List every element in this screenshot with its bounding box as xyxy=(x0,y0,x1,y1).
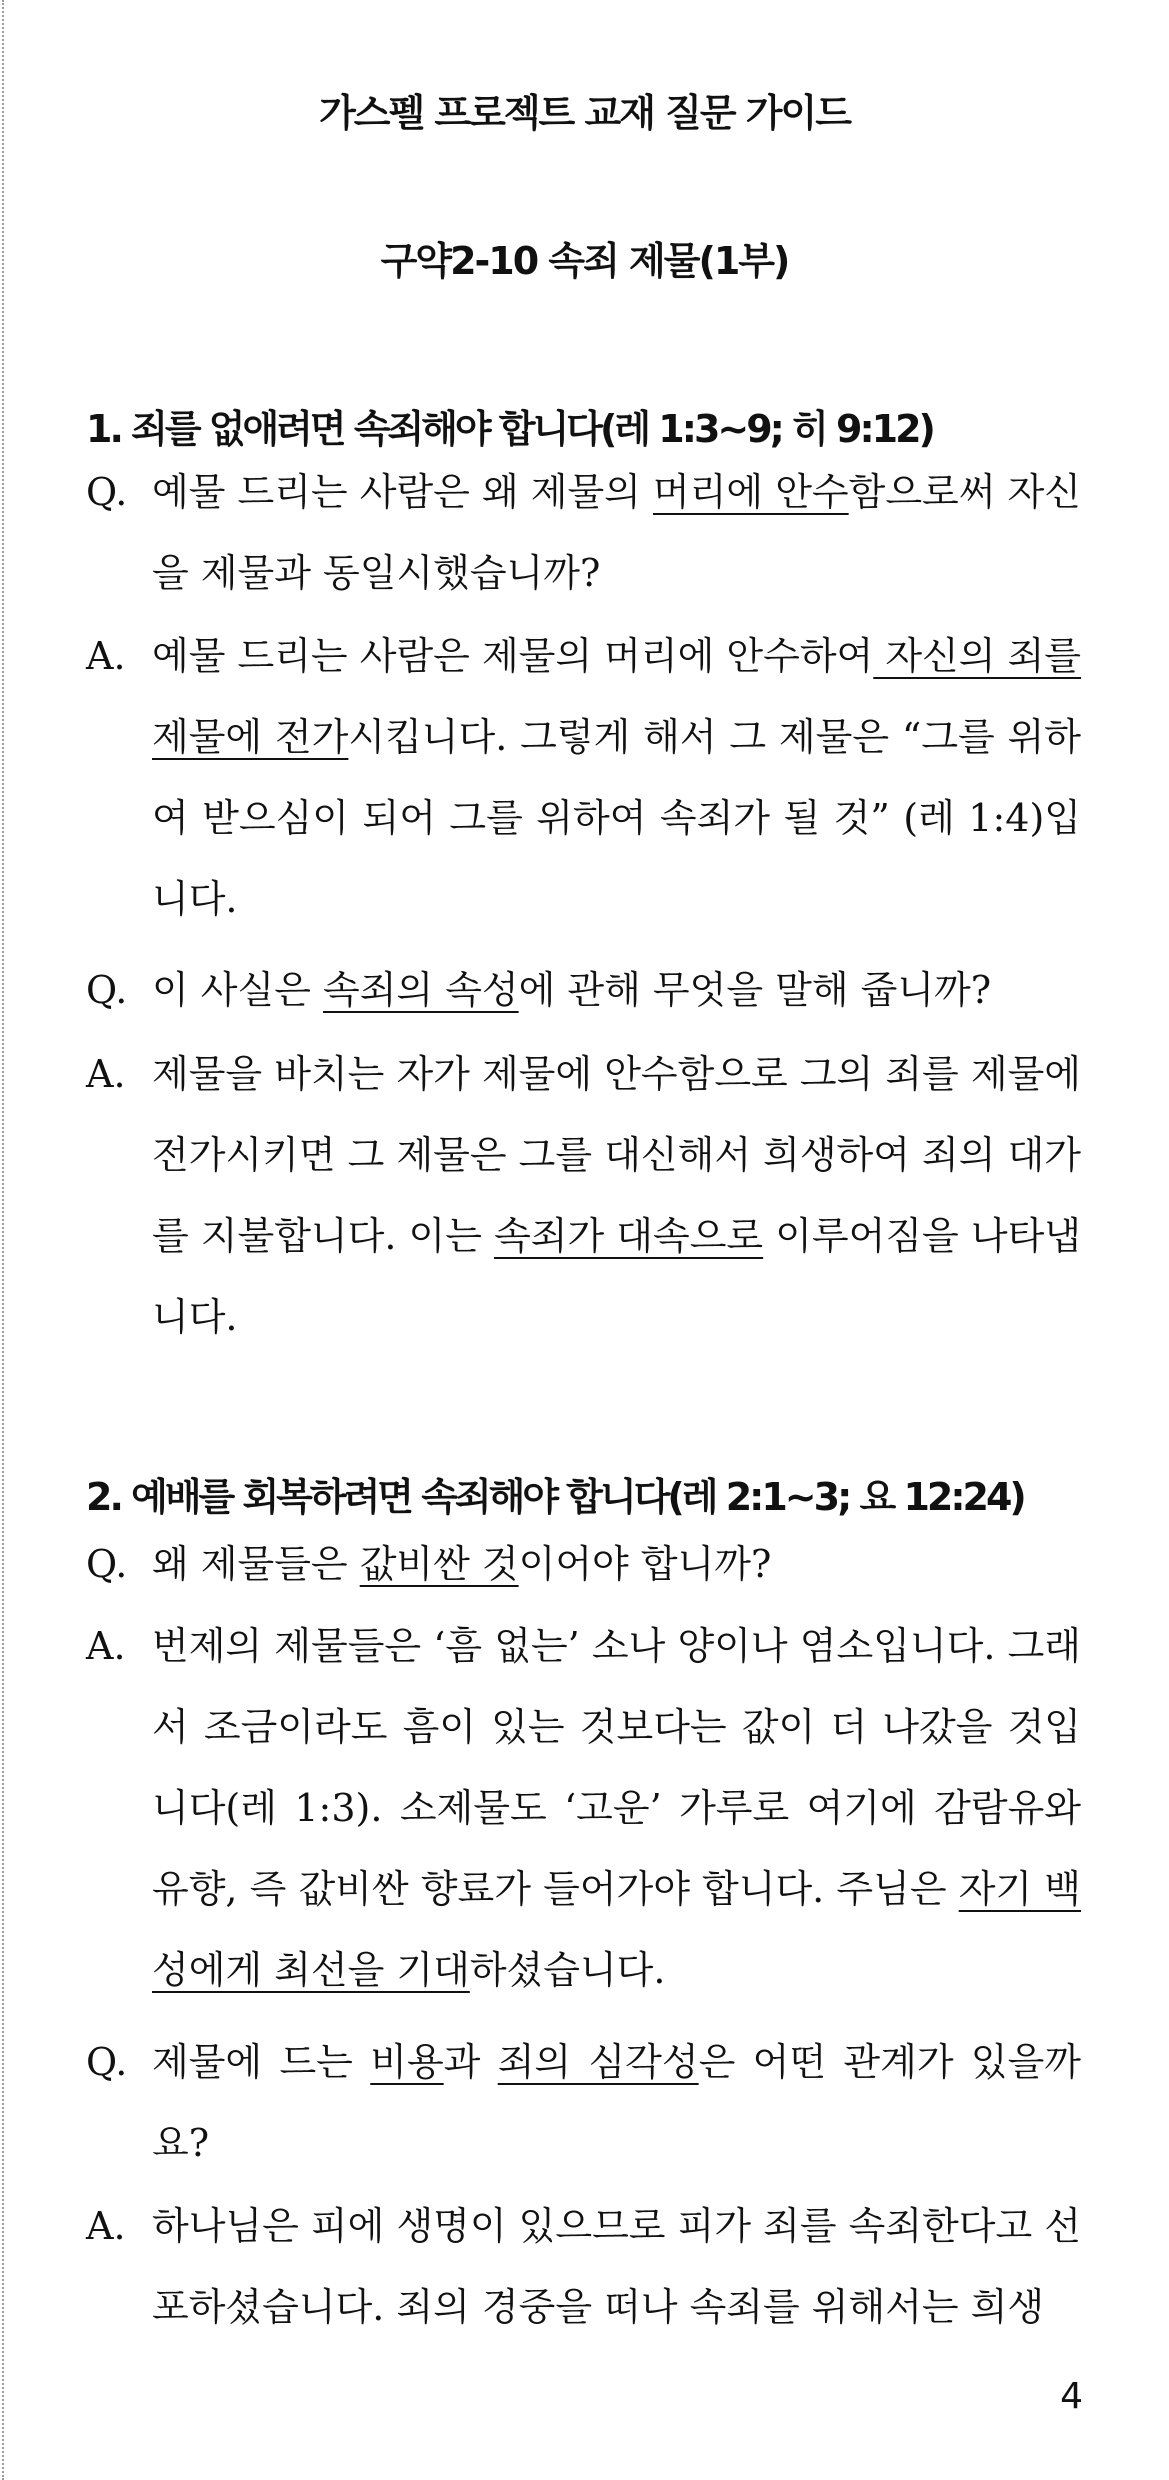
underlined-key-term: 자신의 죄를 제물에 전가 xyxy=(152,634,1081,759)
answer-text xyxy=(152,616,1081,940)
answer-1-1 xyxy=(86,616,1081,940)
answer-text xyxy=(152,1034,1081,1358)
text-run: 은 어떤 관계가 있을까요? xyxy=(152,2040,1082,2165)
question-marker: Q. xyxy=(86,2040,128,2084)
question-1-2 xyxy=(86,950,1081,1031)
page-edge-dotted-line xyxy=(2,0,4,2480)
question-text xyxy=(152,1524,1081,1605)
section-heading-1: 1. 죄를 없애려면 속죄해야 합니다(레 1:3~9; 히 9:12) xyxy=(86,407,933,451)
page-number: 4 xyxy=(1060,2376,1083,2417)
answer-2-2 xyxy=(86,2186,1081,2348)
question-1-1 xyxy=(86,452,1081,614)
answer-text xyxy=(152,1606,1081,2011)
text-run: 이루어짐을 나타냅니다. xyxy=(152,1214,1081,1339)
section-heading-2: 2. 예배를 회복하려면 속죄해야 합니다(레 2:1~3; 요 12:24) xyxy=(86,1475,1024,1519)
text-run: 함으로써 자신을 제물과 동일시했습니까? xyxy=(152,470,1081,595)
question-marker: Q. xyxy=(86,1542,128,1586)
answer-marker: A. xyxy=(86,1052,126,1096)
question-text xyxy=(152,2022,1081,2184)
answer-1-2 xyxy=(86,1034,1081,1358)
question-marker: Q. xyxy=(86,968,128,1012)
text-run: 예물 드리는 사람은 제물의 머리에 안수하여 xyxy=(152,634,874,678)
underlined-key-term: 속죄의 속성 xyxy=(323,968,519,1012)
question-text xyxy=(152,452,1081,614)
text-run: 하나님은 피에 생명이 있으므로 피가 죄를 속죄한다고 선포하셨습니다. 죄의 경중을 떠나 속죄를 위해서는 희생 xyxy=(152,2204,1081,2329)
text-run: 에 관해 무엇을 말해 줍니까? xyxy=(518,968,992,1012)
answer-marker: A. xyxy=(86,634,126,678)
text-run: 하셨습니다. xyxy=(469,1948,666,1992)
text-run: 제물을 바치는 자가 제물에 안수함으로 그의 죄를 제물에 전가시키면 그 제물은 그를 대신해서 희생하여 죄의 대가를 지불합니다. 이는 xyxy=(152,1052,1081,1258)
text-run: 예물 드리는 사람은 왜 제물의 xyxy=(152,470,653,514)
text-run: 이어야 합니까? xyxy=(518,1542,772,1586)
answer-2-1 xyxy=(86,1606,1081,2011)
text-run: 이 사실은 xyxy=(152,968,323,1012)
document-title: 가스펠 프로젝트 교재 질문 가이드 xyxy=(319,91,850,135)
underlined-key-term: 비용 xyxy=(370,2040,444,2084)
answer-marker: A. xyxy=(86,2204,126,2248)
text-run: 과 xyxy=(443,2040,498,2084)
question-marker: Q. xyxy=(86,470,128,514)
lesson-title: 구약2-10 속죄 제물(1부) xyxy=(380,239,789,283)
answer-marker: A. xyxy=(86,1624,126,1668)
underlined-key-term: 값비싼 것 xyxy=(359,1542,519,1586)
underlined-key-term: 죄의 심각성 xyxy=(497,2040,699,2084)
underlined-key-term: 자기 백성에게 최선을 기대 xyxy=(152,1867,1081,1992)
text-run: 번제의 제물들은 ‘흠 없는’ 소나 양이나 염소입니다. 그래서 조금이라도 흠이 있는 것보다는 값이 더 나갔을 것입니다(레 1:3). 소제물도 ‘고운’ 가루로 여기에 감람유와 유향, 즉 값비싼 향료가 들어가야 합니다. 주님은 xyxy=(152,1624,1081,1911)
text-run: 시킵니다. 그렇게 해서 그 제물은 “그를 위하여 받으심이 되어 그를 위하여 속죄가 될 것” (레 1:4)입니다. xyxy=(152,715,1081,921)
underlined-key-term: 속죄가 대속으로 xyxy=(494,1214,764,1258)
question-text xyxy=(152,950,1081,1031)
question-2-1 xyxy=(86,1524,1081,1605)
text-run: 제물에 드는 xyxy=(152,2040,371,2084)
question-2-2 xyxy=(86,2022,1081,2184)
answer-text xyxy=(152,2186,1081,2348)
text-run: 왜 제물들은 xyxy=(152,1542,360,1586)
underlined-key-term: 머리에 안수 xyxy=(653,470,849,514)
